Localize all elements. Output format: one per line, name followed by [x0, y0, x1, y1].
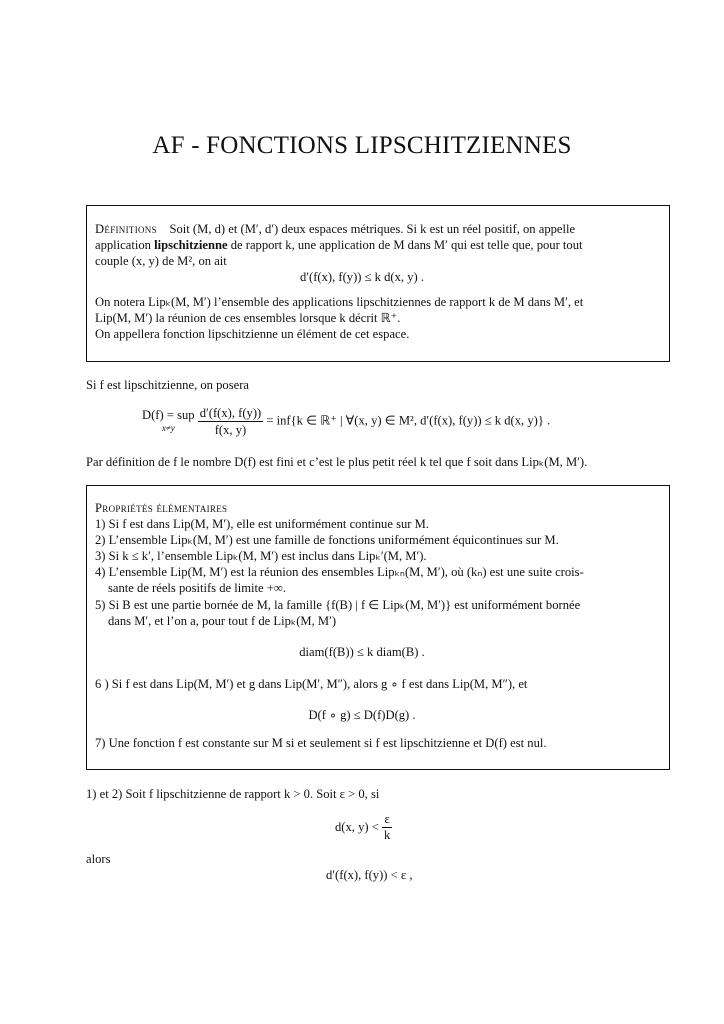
- property-6-formula: D(f ∘ g) ≤ D(f)D(g) .: [308, 708, 416, 722]
- definitions-line-2: [95, 238, 583, 253]
- property-3: 3) Si k ≤ k′, l’ensemble Lipₖ(M, M′) est inclus dans Lipₖ′(M, M′).: [95, 549, 427, 563]
- definitions-formula: d′(f(x), f(y)) ≤ k d(x, y) .: [299, 270, 425, 284]
- property-5-line-2: dans M′, et l’on a, pour tout f de Lipₖ(M, M′): [108, 614, 337, 628]
- proof-intro: 1) et 2) Soit f lipschitzienne de rapport k > 0. Soit ε > 0, si: [86, 787, 380, 801]
- alors-text: alors: [86, 852, 111, 866]
- definitions-text-2b: de rapport k, une application de M dans M′ qui est telle que, pour tout: [227, 238, 583, 252]
- proof-formula-2: d′(f(x), f(y)) < ε ,: [326, 868, 413, 882]
- property-2: 2) L’ensemble Lipₖ(M, M′) est une famille de fonctions uniformément équicontinues sur M.: [95, 533, 559, 547]
- sup-subscript: x≠y: [161, 422, 175, 433]
- definitions-line-6: On appellera fonction lipschitzienne un élément de cet espace.: [95, 327, 410, 341]
- sup-operator: [142, 409, 195, 435]
- definitions-text-2a: application: [95, 238, 155, 252]
- proof-formula-1: [335, 812, 392, 843]
- property-4-line-1: 4) L’ensemble Lip(M, M′) est la réunion des ensembles Lipₖₙ(M, M′), où (kₙ) est une suite crois-: [95, 565, 584, 579]
- inf-expression: = inf{k ∈ ℝ⁺ | ∀(x, y) ∈ M², d′(f(x), f(y)) ≤ k d(x, y)} .: [266, 413, 551, 428]
- distance-lhs: d(x, y) <: [335, 820, 379, 834]
- definitions-bold-term: lipschitzienne: [154, 238, 228, 252]
- d-of-f-formula: [142, 405, 550, 438]
- definitions-line-5: Lip(M, M′) la réunion de ces ensembles lorsque k décrit ℝ⁺.: [95, 311, 401, 325]
- ratio-numerator: d′(f(x), f(y)): [199, 406, 262, 420]
- body-conclusion: Par définition de f le nombre D(f) est fini et c’est le plus petit réel k tel que f soit dans Lipₖ(M, M′).: [86, 455, 588, 469]
- ratio-fraction: [198, 405, 264, 438]
- property-5-line-1: 5) Si B est une partie bornée de M, la famille {f(B) | f ∈ Lipₖ(M, M′)} est uniformément bornée: [95, 598, 581, 612]
- sup-left: D(f) = sup: [142, 407, 195, 422]
- property-4-line-2: sante de réels positifs de limite +∞.: [108, 581, 287, 595]
- definitions-line-4: On notera Lipₖ(M, M′) l’ensemble des applications lipschitziennes de rapport k de M dans M′, et: [95, 295, 584, 309]
- epsilon-over-k: [382, 812, 392, 843]
- definitions-line-3: couple (x, y) de M², on ait: [95, 254, 227, 268]
- page-title: AF - FONCTIONS LIPSCHITZIENNES: [152, 132, 572, 159]
- definitions-text-1: Soit (M, d) et (M′, d′) deux espaces métriques. Si k est un réel positif, on appelle: [169, 222, 576, 236]
- definitions-heading: Définitions: [95, 222, 157, 236]
- properties-heading: Propriétés élémentaires: [95, 501, 228, 515]
- property-7: 7) Une fonction f est constante sur M si et seulement si f est lipschitzienne et D(f) est nul.: [95, 736, 547, 750]
- k-denominator: k: [383, 828, 391, 842]
- ratio-denominator: f(x, y): [214, 423, 247, 437]
- property-1: 1) Si f est dans Lip(M, M′), elle est uniformément continue sur M.: [95, 517, 429, 531]
- definitions-line-1: [95, 222, 575, 237]
- epsilon-numerator: ε: [382, 812, 392, 828]
- body-intro: Si f est lipschitzienne, on posera: [86, 378, 249, 392]
- property-5-formula: diam(f(B)) ≤ k diam(B) .: [299, 645, 425, 659]
- property-6: 6 ) Si f est dans Lip(M, M′) et g dans Lip(M′, M″), alors g ∘ f est dans Lip(M, M″), et: [95, 677, 528, 691]
